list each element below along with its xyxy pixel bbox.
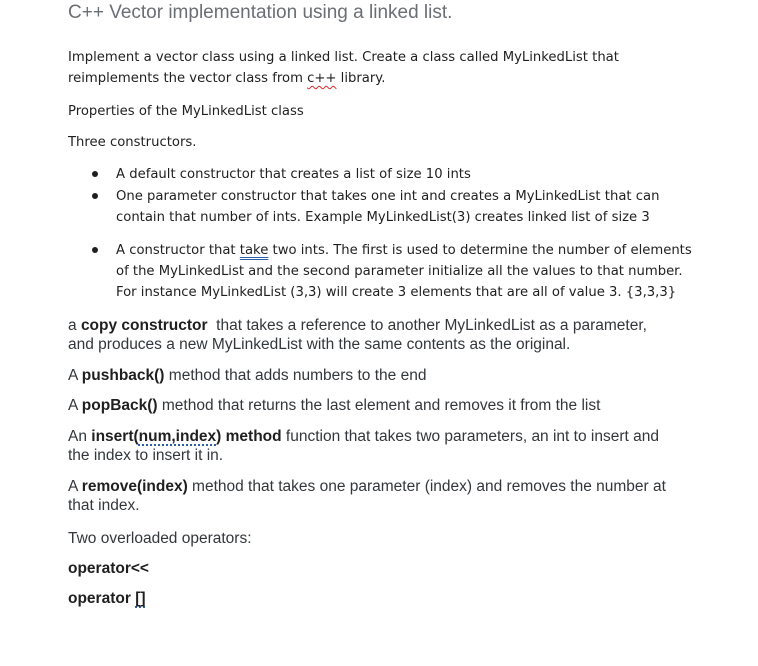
- grammar-flag-word: take: [239, 243, 269, 258]
- spellcheck-word: c++: [307, 71, 337, 86]
- operator-index-line: operator []: [68, 590, 146, 607]
- pushback-paragraph: A pushback() method that adds numbers to the end: [68, 367, 427, 384]
- bullet-dot: [92, 193, 98, 199]
- smart-tag-text[interactable]: num,index: [138, 428, 217, 445]
- constructors-heading: Three constructors.: [68, 135, 197, 150]
- bullet-item-default-ctor: A default constructor that creates a list of size 10 ints: [116, 167, 471, 182]
- insert-paragraph: An insert(num,index) method function that takes two parameters, an int to insert and the index to insert it in.: [68, 428, 659, 464]
- operators-heading: Two overloaded operators:: [68, 530, 252, 547]
- copy-constructor-paragraph: a copy constructor that takes a reference to another MyLinkedList as a parameter, and produces a new MyLinkedList with the same contents as the original.: [68, 317, 647, 353]
- bullet-dot: [92, 247, 98, 253]
- smart-tag-brackets[interactable]: []: [135, 590, 146, 607]
- bullet-dot: [92, 171, 98, 177]
- intro-paragraph: [68, 47, 708, 89]
- remove-paragraph: A remove(index) method that takes one parameter (index) and removes the number at that index.: [68, 478, 666, 514]
- intro-line-1: Implement a vector class using a linked list. Create a class called MyLinkedList that: [68, 50, 619, 65]
- popback-paragraph: A popBack() method that returns the last element and removes it from the list: [68, 397, 601, 414]
- intro-line-2: reimplements the vector class from c++ library.: [68, 71, 386, 86]
- operator-stream-line: operator<<: [68, 560, 149, 577]
- properties-heading: Properties of the MyLinkedList class: [68, 104, 304, 119]
- bullet-item-two-param-ctor: A constructor that take two ints. The first is used to determine the number of elements of the MyLinkedList and the second parameter initialize all the values to that number. For instance MyLinkedList (3,3) will create 3 elements that are all of value 3. {3,3,3}: [116, 243, 692, 300]
- page-title: C++ Vector implementation using a linked list.: [68, 2, 453, 23]
- bullet-item-one-param-ctor: One parameter constructor that takes one int and creates a MyLinkedList that can contain that number of ints. Example MyLinkedList(3) creates linked list of size 3: [116, 189, 660, 225]
